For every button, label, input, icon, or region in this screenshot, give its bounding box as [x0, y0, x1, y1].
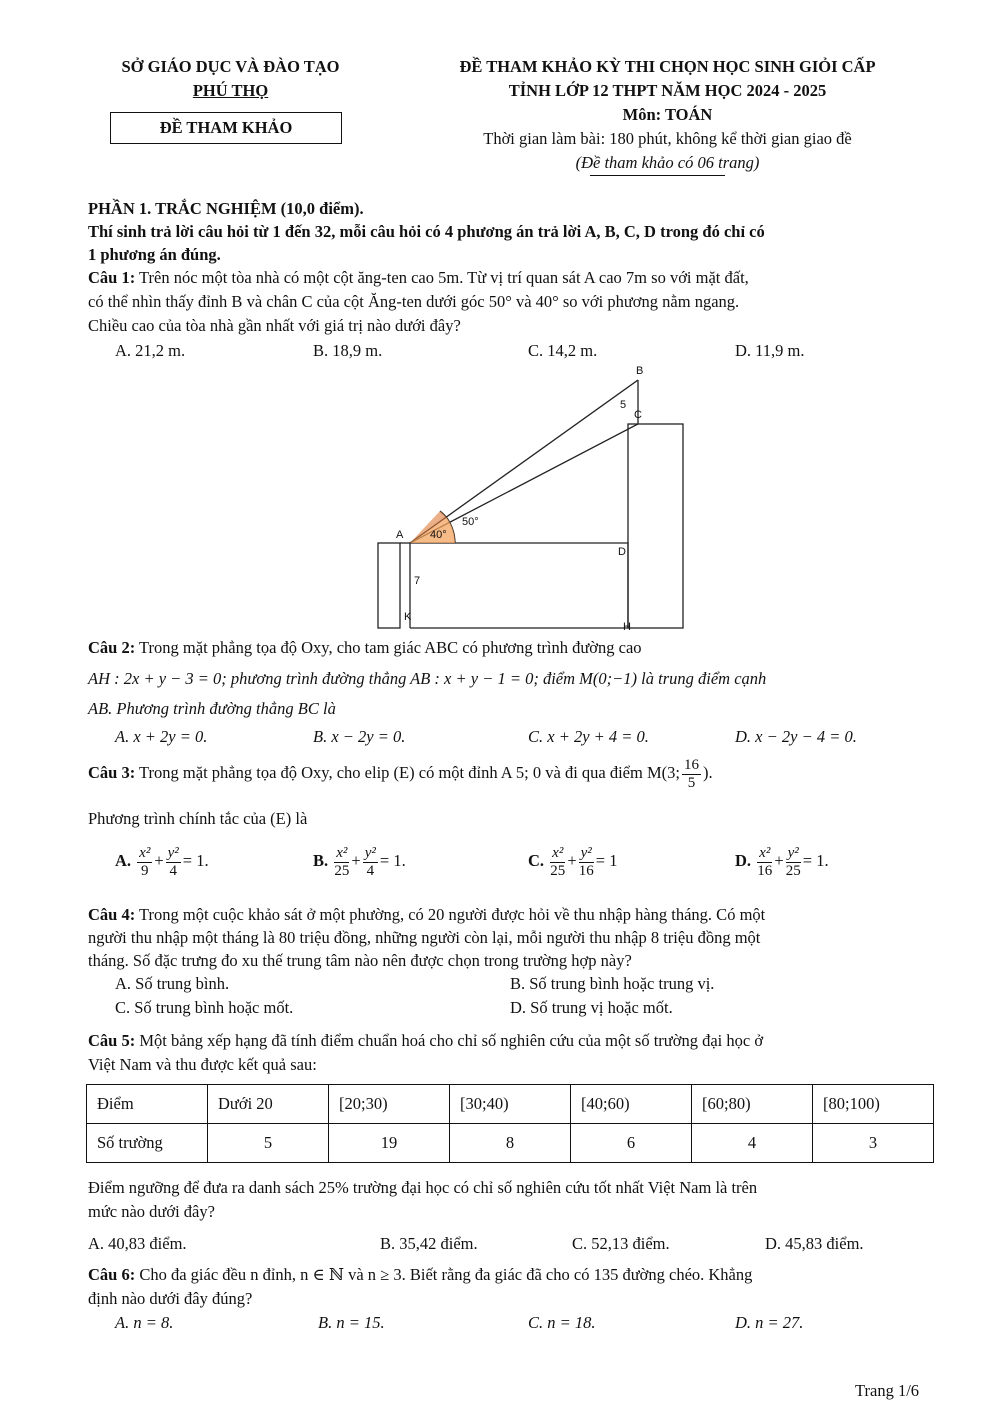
q2-option-a: A. x + 2y = 0. [115, 727, 208, 746]
q5-option-b: B. 35,42 điểm. [380, 1234, 478, 1253]
q1-line3: Chiều cao của tòa nhà gần nhất với giá trị nào dưới đây? [88, 316, 461, 335]
header-left-line2: PHÚ THỌ [192, 81, 269, 100]
table-cell: [30;40) [450, 1085, 571, 1124]
q6-text1: Cho đa giác đều n đỉnh, n ∈ ℕ và n ≥ 3. Biết rằng đa giác đã cho có 135 đường chéo. Khẳng [135, 1265, 753, 1284]
table-cell: [60;80) [692, 1085, 813, 1124]
part1-instruction-line1: Thí sinh trả lời câu hỏi từ 1 đến 32, mỗi câu hỏi có 4 phương án trả lời A, B, C, D trong đó chỉ có [88, 222, 765, 241]
q2-option-c: C. x + 2y + 4 = 0. [528, 727, 649, 746]
label-h: H [623, 621, 631, 633]
table-cell: 6 [571, 1124, 692, 1163]
header-right-line1: ĐỀ THAM KHẢO KỲ THI CHỌN HỌC SINH GIỎI CẤP [459, 57, 876, 76]
q5-option-c: C. 52,13 điểm. [572, 1234, 670, 1253]
q2-text1: Trong mặt phẳng tọa độ Oxy, cho tam giác ABC có phương trình đường cao [135, 638, 642, 657]
q1-line2: có thể nhìn thấy đỉnh B và chân C của cột Ăng-ten dưới góc 50° và 40° so với phương nằm ngang. [88, 292, 740, 311]
q3-option-c: C. $\frac{\text{x²}}{25}$ + $\frac{\text{y²}}{16}$ = 1 [528, 845, 618, 879]
label-c: C [634, 409, 642, 421]
lower-block [410, 543, 628, 628]
q5-table-data-row [87, 1124, 934, 1163]
q1-option-b: B. 18,9 m. [313, 341, 383, 360]
left-small-rect [378, 543, 400, 628]
label-5: 5 [620, 399, 627, 411]
label-a: A [396, 529, 404, 541]
q1-option-d: D. 11,9 m. [735, 341, 805, 360]
table-cell: 5 [208, 1124, 329, 1163]
q3-text1: Trong mặt phẳng tọa độ Oxy, cho elip (E) có một đỉnh A 5; 0 và đi qua điểm M(3; [135, 762, 680, 782]
label-7: 7 [414, 575, 421, 587]
label-b: B [636, 365, 644, 377]
q2-option-d: D. x − 2y − 4 = 0. [735, 727, 857, 746]
q3-option-b: B. $\frac{\text{x²}}{25}$ + $\frac{\text{y²}}{4}$ = 1. [313, 845, 406, 879]
q5-line2: Việt Nam và thu được kết quả sau: [88, 1055, 317, 1074]
part1-title: PHẦN 1. TRẮC NGHIỆM (10,0 điểm). [88, 199, 364, 218]
q3-line2: Phương trình chính tắc của (E) là [88, 809, 308, 828]
q5-line3: Điểm ngưỡng để đưa ra danh sách 25% trường đại học có chỉ số nghiên cứu tốt nhất Việt Nam là trên [88, 1178, 758, 1197]
table-cell: Dưới 20 [208, 1085, 329, 1124]
q2-option-b: B. x − 2y = 0. [313, 727, 406, 746]
part1-instruction-line2: 1 phương án đúng. [88, 245, 221, 264]
label-40: 40° [430, 529, 447, 541]
q6-option-d: D. n = 27. [735, 1313, 804, 1332]
q3-option-a: A. $\frac{\text{x²}}{9}$ + $\frac{\text{y²}}{4}$ = 1. [115, 845, 209, 879]
q3-line1: Câu 3: Trong mặt phẳng tọa độ Oxy, cho elip (E) có một đỉnh A 5; 0 và đi qua điểm M(3; $\frac{16}{5}$ ). [88, 757, 713, 791]
table-cell: 19 [329, 1124, 450, 1163]
q4-label: Câu 4: [88, 905, 136, 924]
table-cell: Điểm [87, 1085, 208, 1124]
q4-option-a: A. Số trung bình. [115, 974, 230, 993]
q5-label: Câu 5: [88, 1031, 136, 1050]
label-k: K [404, 611, 412, 623]
header-right-line3: Môn: TOÁN [622, 105, 713, 124]
q6-line2: định nào dưới đây đúng? [88, 1289, 253, 1308]
q4-text1: Trong một cuộc khảo sát ở một phường, có 20 người được hỏi về thu nhập hàng tháng. Có một [135, 905, 766, 924]
q1-option-a: A. 21,2 m. [115, 341, 186, 360]
q4-line3: tháng. Số đặc trưng đo xu thế trung tâm nào nên được chọn trong trường hợp này? [88, 951, 632, 970]
q3-option-d: D. $\frac{\text{x²}}{16}$ + $\frac{\text{y²}}{25}$ = 1. [735, 845, 829, 879]
table-cell: [20;30) [329, 1085, 450, 1124]
q1-line1 [88, 267, 749, 288]
q1-figure [370, 362, 690, 634]
table-cell: 3 [813, 1124, 934, 1163]
q5-table [86, 1084, 934, 1163]
table-cell: [80;100) [813, 1085, 934, 1124]
header-underline [590, 175, 725, 176]
header-right-line4: Thời gian làm bài: 180 phút, không kể thời gian giao đề [483, 129, 852, 148]
building-rect [628, 424, 683, 628]
q5-line4: mức nào dưới đây? [88, 1202, 215, 1221]
q6-line1 [88, 1264, 752, 1285]
table-cell: 4 [692, 1124, 813, 1163]
q4-line2: người thu nhập một tháng là 80 triệu đồng, những người còn lại, mỗi người thu nhập 8 triệu đồng một [88, 928, 761, 947]
q4-option-b: B. Số trung bình hoặc trung vị. [510, 974, 715, 993]
label-50: 50° [462, 516, 479, 528]
q6-label: Câu 6: [88, 1265, 136, 1284]
q5-option-a: A. 40,83 điểm. [88, 1234, 187, 1253]
q4-option-d: D. Số trung vị hoặc mốt. [510, 998, 673, 1017]
q1-text1: Trên nóc một tòa nhà có một cột ăng-ten cao 5m. Từ vị trí quan sát A cao 7m so với mặt đất, [135, 268, 749, 287]
q6-option-c: C. n = 18. [528, 1313, 596, 1332]
label-d: D [618, 546, 626, 558]
q4-line1 [88, 904, 765, 925]
q2-line3: AB. Phương trình đường thẳng BC là [88, 699, 336, 718]
q6-option-a: A. n = 8. [115, 1313, 174, 1332]
q1-option-c: C. 14,2 m. [528, 341, 598, 360]
q2-line1 [88, 637, 642, 658]
header-right-line5: (Đề tham khảo có 06 trang) [575, 153, 760, 172]
table-cell: Số trường [87, 1124, 208, 1163]
header-right-line2: TỈNH LỚP 12 THPT NĂM HỌC 2024 - 2025 [508, 81, 827, 100]
header-left-box: ĐỀ THAM KHẢO [110, 112, 342, 144]
q2-label: Câu 2: [88, 638, 136, 657]
q2-line2: AH : 2x + y − 3 = 0; phương trình đường thẳng AB : x + y − 1 = 0; điểm M(0;−1) là trung điểm cạnh [88, 669, 767, 688]
table-cell: [40;60) [571, 1085, 692, 1124]
page-number: Trang 1/6 [855, 1381, 920, 1400]
q5-line1 [88, 1030, 763, 1051]
q6-option-b: B. n = 15. [318, 1313, 385, 1332]
header-left-line1: SỞ GIÁO DỤC VÀ ĐÀO TẠO [121, 57, 340, 76]
q5-option-d: D. 45,83 điểm. [765, 1234, 864, 1253]
table-cell: 8 [450, 1124, 571, 1163]
q1-label: Câu 1: [88, 268, 136, 287]
q4-option-c: C. Số trung bình hoặc mốt. [115, 998, 294, 1017]
q3-m-fraction: $\frac{16}{5}$ [683, 757, 699, 791]
q5-table-header-row [87, 1085, 934, 1124]
q5-text1: Một bảng xếp hạng đã tính điểm chuẩn hoá cho chỉ số nghiên cứu của một số trường đại học ở [135, 1031, 764, 1050]
q3-label: Câu 3: [88, 762, 136, 782]
